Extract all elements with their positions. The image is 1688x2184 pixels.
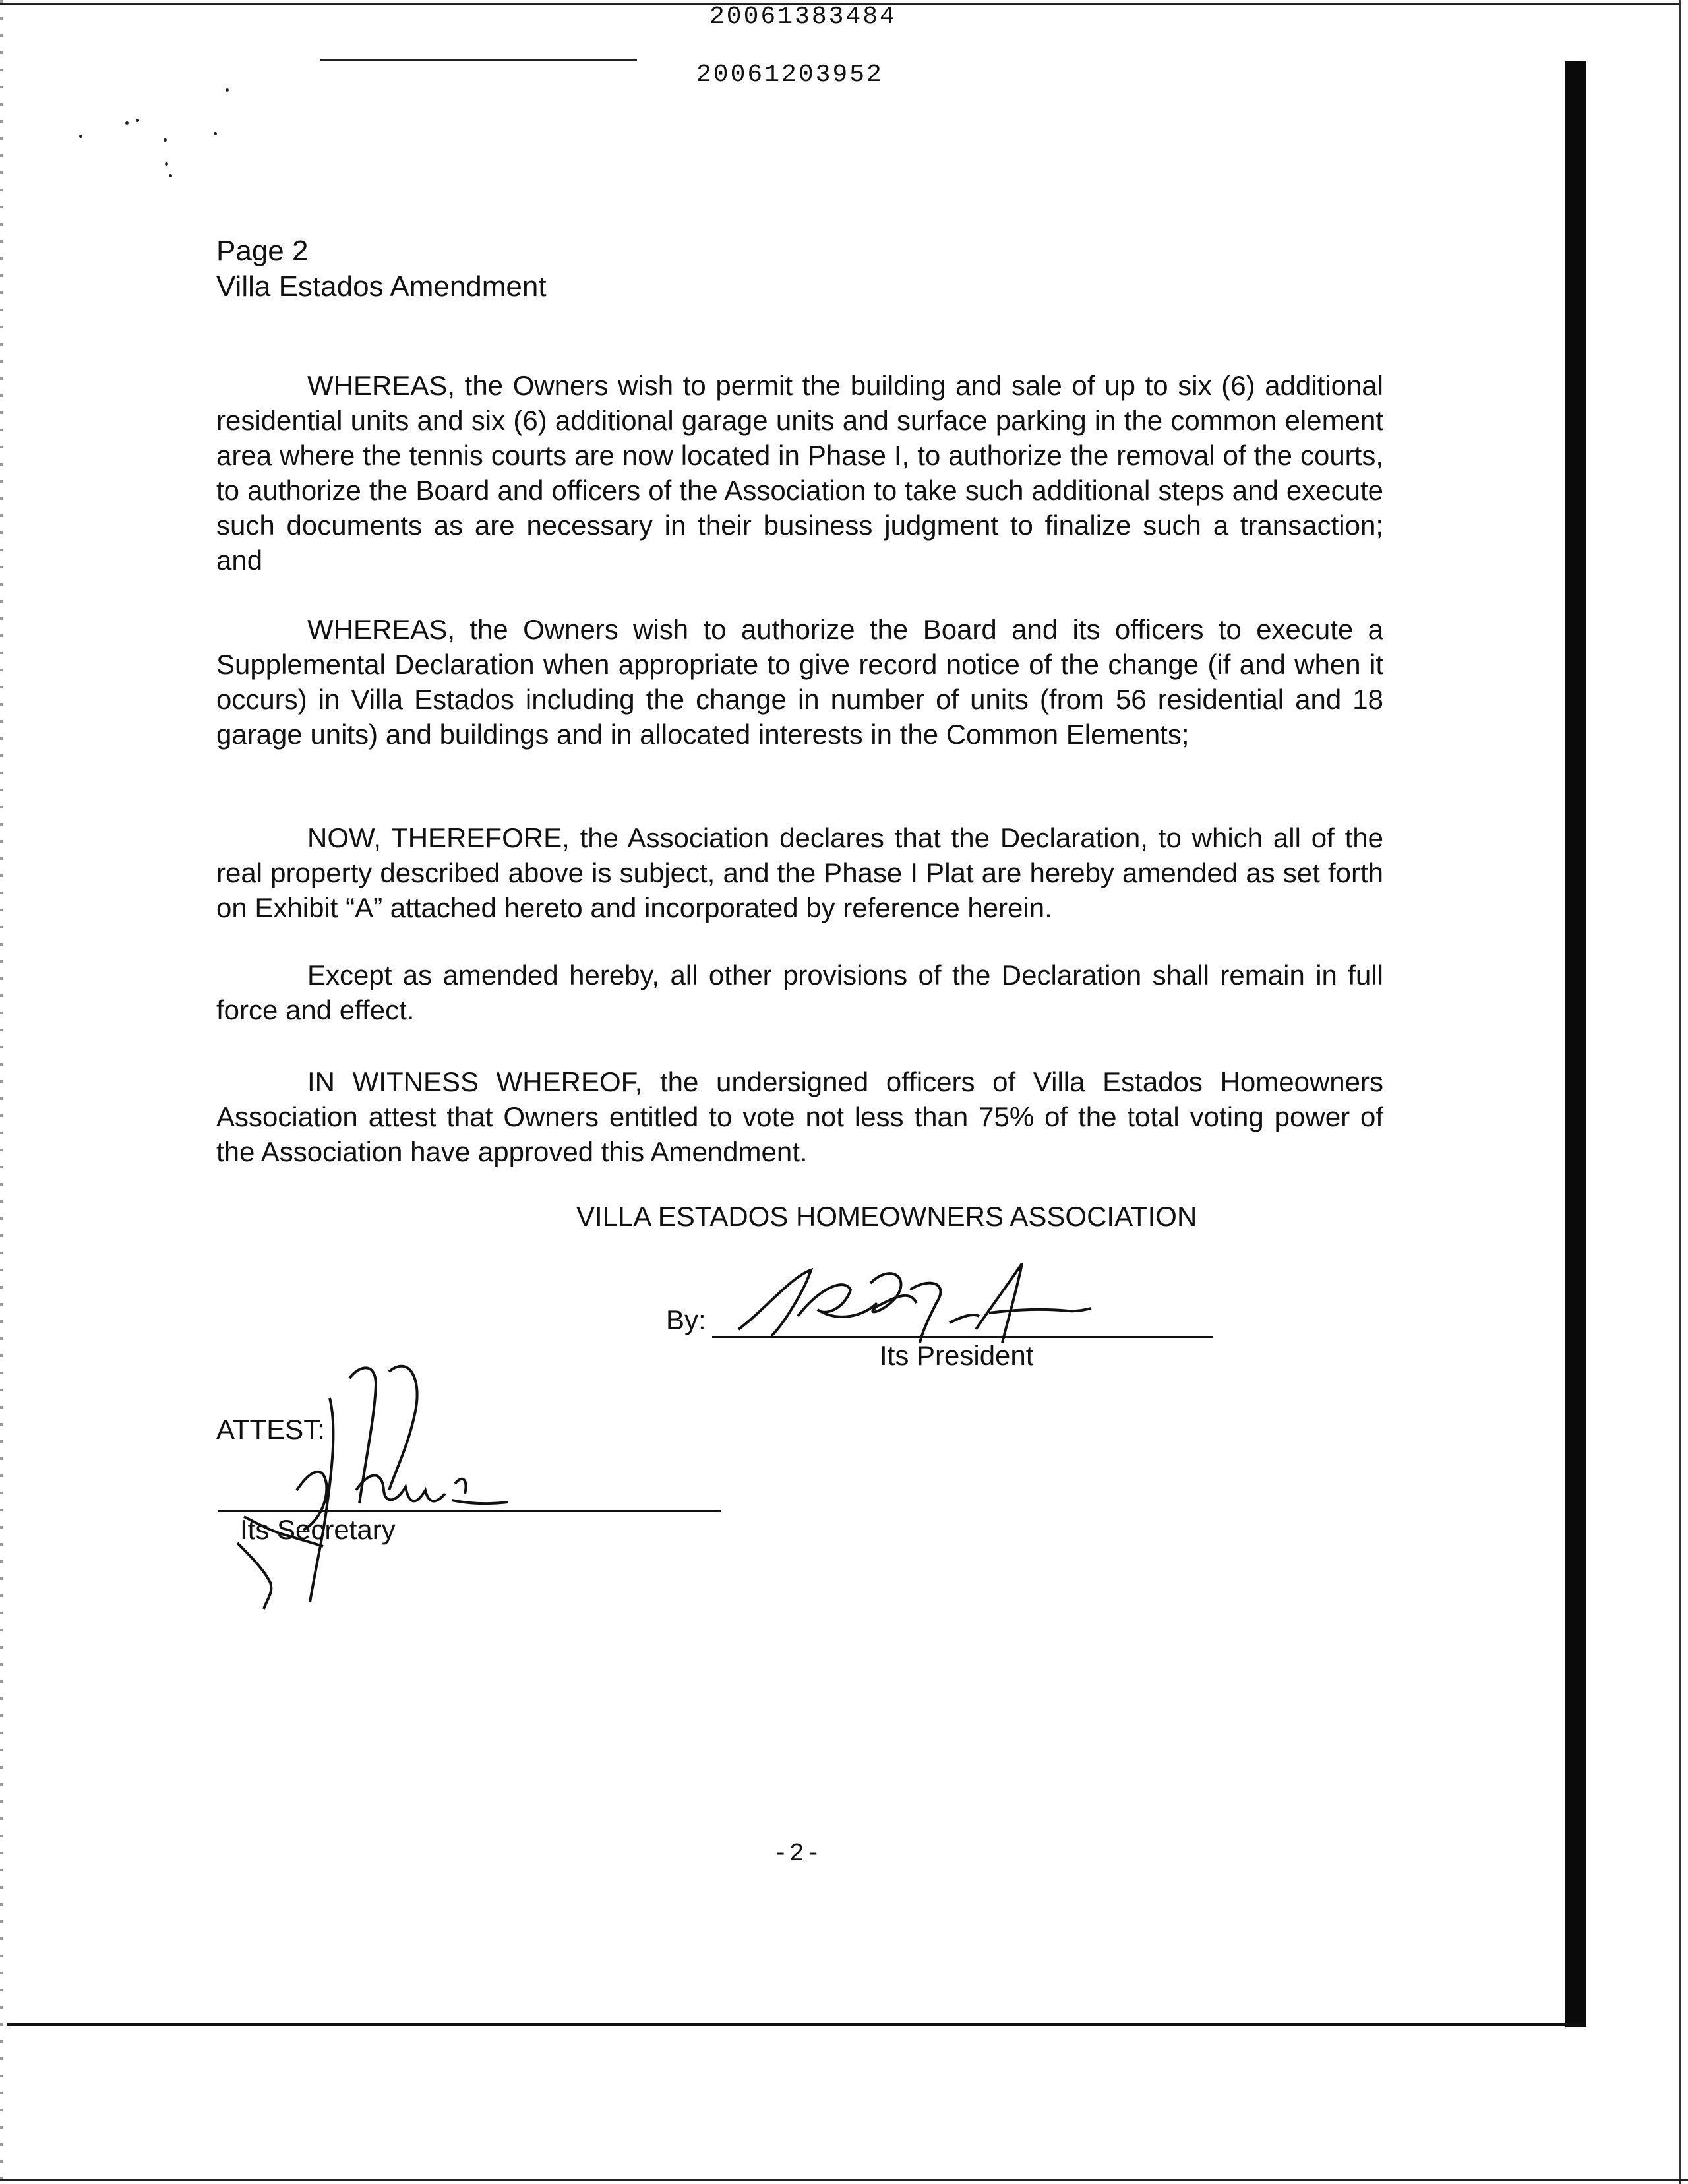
scan-speck (164, 138, 167, 142)
header-dash-rule (320, 59, 637, 61)
scan-speck (169, 174, 172, 177)
by-label: By: (666, 1304, 706, 1335)
scan-speck (165, 162, 168, 166)
document-title: Villa Estados Amendment (216, 270, 547, 303)
footer-border-line (0, 2179, 1688, 2181)
paragraph-whereas-supplemental: WHEREAS, the Owners wish to authorize the Board and its officers to execute a Supplemental Declaration when appropriate to give record notice of the change (if and when it occurs) in Villa Estados including the change in number of units (from 56 residential and 18 garage units) and buildings and in allocated interests in the Common Elements; (216, 614, 1383, 750)
recording-number-top: 20061383484 (709, 3, 897, 31)
scan-speck (226, 88, 229, 92)
paragraph-in-witness: IN WITNESS WHEREOF, the undersigned officers of Villa Estados Homeowners Association attest that Owners entitled to vote not less than 75% of the total voting power of the Association have approved this Amendment. (216, 1066, 1383, 1167)
scan-speck (136, 119, 139, 122)
paragraph-whereas-building: WHEREAS, the Owners wish to permit the building and sale of up to six (6) additional residential units and six (6) additional garage units and surface parking in the common element area where the tennis courts are now located in Phase I, to authorize the removal of the courts, to authorize the Board and officers of the Association to take such additional steps and execute such documents as are necessary in their business judgment to finalize such a transaction; and (216, 370, 1383, 576)
page-number: -2- (773, 1840, 822, 1868)
right-border-line (1679, 0, 1681, 2184)
left-scan-edge (0, 0, 3, 2184)
president-title: Its President (880, 1340, 1034, 1371)
paragraph-except-as-amended: Except as amended hereby, all other provisions of the Declaration shall remain in full force and effect. (216, 959, 1383, 1025)
scan-speck (125, 121, 129, 125)
association-name: VILLA ESTADOS HOMEOWNERS ASSOCIATION (576, 1201, 1197, 1232)
scan-speck (214, 132, 217, 135)
page-label: Page 2 (216, 235, 309, 267)
recording-number-second: 20061203952 (696, 61, 884, 89)
right-scan-bar (1565, 61, 1586, 2027)
bottom-border-line (7, 2023, 1582, 2026)
attest-label: ATTEST: (216, 1414, 325, 1445)
paragraph-now-therefore: NOW, THEREFORE, the Association declares that the Declaration, to which all of the real property described above is subject, and the Phase I Plat are hereby amended as set forth on Exhibit “A” attached hereto and incorporated by reference herein. (216, 822, 1383, 923)
page-header (216, 233, 547, 305)
scan-speck (79, 135, 82, 138)
secretary-signature (218, 1358, 547, 1622)
president-signature-line (712, 1336, 1213, 1338)
secretary-title: Its Secretary (240, 1514, 396, 1545)
secretary-signature-line (218, 1510, 721, 1512)
